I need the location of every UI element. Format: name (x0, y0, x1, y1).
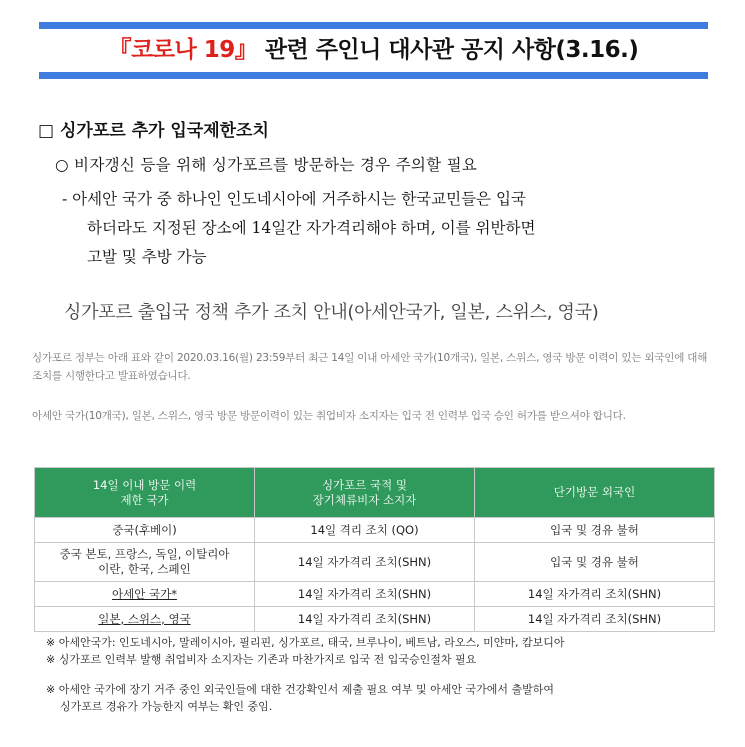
cell-line: 이란, 한국, 스페인 (98, 562, 191, 576)
title-text: 관련 주인니 대사관 공지 사항(3.16.) (257, 37, 639, 63)
header-line: 싱가포르 국적 및 (321, 477, 408, 492)
cell-visitor-measure: 입국 및 경유 불허 (475, 543, 715, 582)
header-visit-history (35, 468, 255, 518)
header-line: 장기체류비자 소지자 (312, 492, 417, 507)
cell-country (35, 543, 255, 582)
header-short-term-visitor (475, 468, 715, 518)
table-row (35, 582, 715, 607)
section-heading: □ 싱가포르 추가 입국제한조치 (38, 121, 269, 141)
header-singapore-resident (255, 468, 475, 518)
table-row (35, 518, 715, 543)
header-line: 제한 국가 (120, 492, 169, 507)
table-notes (46, 634, 726, 715)
bullet-point: ○ 비자갱신 등을 위해 싱가포르를 방문하는 경우 주의할 필요 (55, 156, 478, 174)
notice-paragraph-1: 싱가포르 정부는 아래 표와 같이 2020.03.16(월) 23:59부터 최근 14일 이내 아세안 국가(10개국), 일본, 스위스, 영국 방문 이력이 있는 외국인에 대해 조치를 시행한다고 발표하였습니다. (32, 352, 708, 382)
header-line: 단기방문 외국인 (553, 485, 636, 499)
title-top-rule (39, 22, 708, 29)
dash-paragraph (62, 185, 712, 272)
dash-line-2: 하더라도 지정된 장소에 14일간 자가격리해야 하며, 이를 위반하면 (87, 219, 536, 237)
table-row (35, 607, 715, 632)
title-bottom-rule (39, 72, 708, 79)
note-asean-countries: ※ 아세안국가: 인도네시아, 말레이시아, 필리핀, 싱가포르, 태국, 브루나이, 베트남, 라오스, 미얀마, 캄보디아 (46, 636, 565, 649)
cell-line: 중국 본토, 프랑스, 독일, 이탈리아 (59, 547, 230, 561)
entry-restriction-table (34, 467, 715, 632)
note-work-visa: ※ 싱가포르 인력부 발행 취업비자 소지자는 기존과 마찬가지로 입국 전 입국승인절차 필요 (46, 653, 477, 666)
cell-country: 중국(후베이) (35, 518, 255, 543)
cell-country: 일본, 스위스, 영국 (35, 607, 255, 632)
cell-visitor-measure: 14일 자가격리 조치(SHN) (475, 607, 715, 632)
note-spacer (46, 668, 726, 681)
dash-line-3: 고발 및 추방 가능 (87, 248, 207, 266)
cell-resident-measure: 14일 자가격리 조치(SHN) (255, 582, 475, 607)
header-line: 14일 이내 방문 이력 (92, 477, 197, 492)
cell-visitor-measure: 입국 및 경유 불허 (475, 518, 715, 543)
note-health-check: ※ 아세안 국가에 장기 거주 중인 외국인들에 대한 건강확인서 제출 필요 여부 및 아세안 국가에서 출발하여 (46, 683, 554, 696)
cell-resident-measure: 14일 격리 조치 (QO) (255, 518, 475, 543)
cell-visitor-measure: 14일 자가격리 조치(SHN) (475, 582, 715, 607)
table-header-row (35, 468, 715, 518)
notice-paragraph-2: 아세안 국가(10개국), 일본, 스위스, 영국 방문 방문이력이 있는 취업비자 소지자는 입국 전 인력부 입국 승인 허가를 받으셔야 합니다. (32, 410, 626, 422)
table-row (35, 543, 715, 582)
cell-country: 아세안 국가* (35, 582, 255, 607)
page-title (39, 31, 708, 69)
cell-resident-measure: 14일 자가격리 조치(SHN) (255, 607, 475, 632)
title-covid-label: 『코로나 19』 (108, 37, 258, 63)
cell-resident-measure: 14일 자가격리 조치(SHN) (255, 543, 475, 582)
note-health-check-cont: 싱가포르 경유가 가능한지 여부는 확인 중임. (60, 700, 273, 713)
notice-title: 싱가포르 출입국 정책 추가 조치 안내(아세안국가, 일본, 스위스, 영국) (64, 302, 599, 323)
dash-line-1: - 아세안 국가 중 하나인 인도네시아에 거주하시는 한국교민들은 입국 (62, 190, 526, 208)
